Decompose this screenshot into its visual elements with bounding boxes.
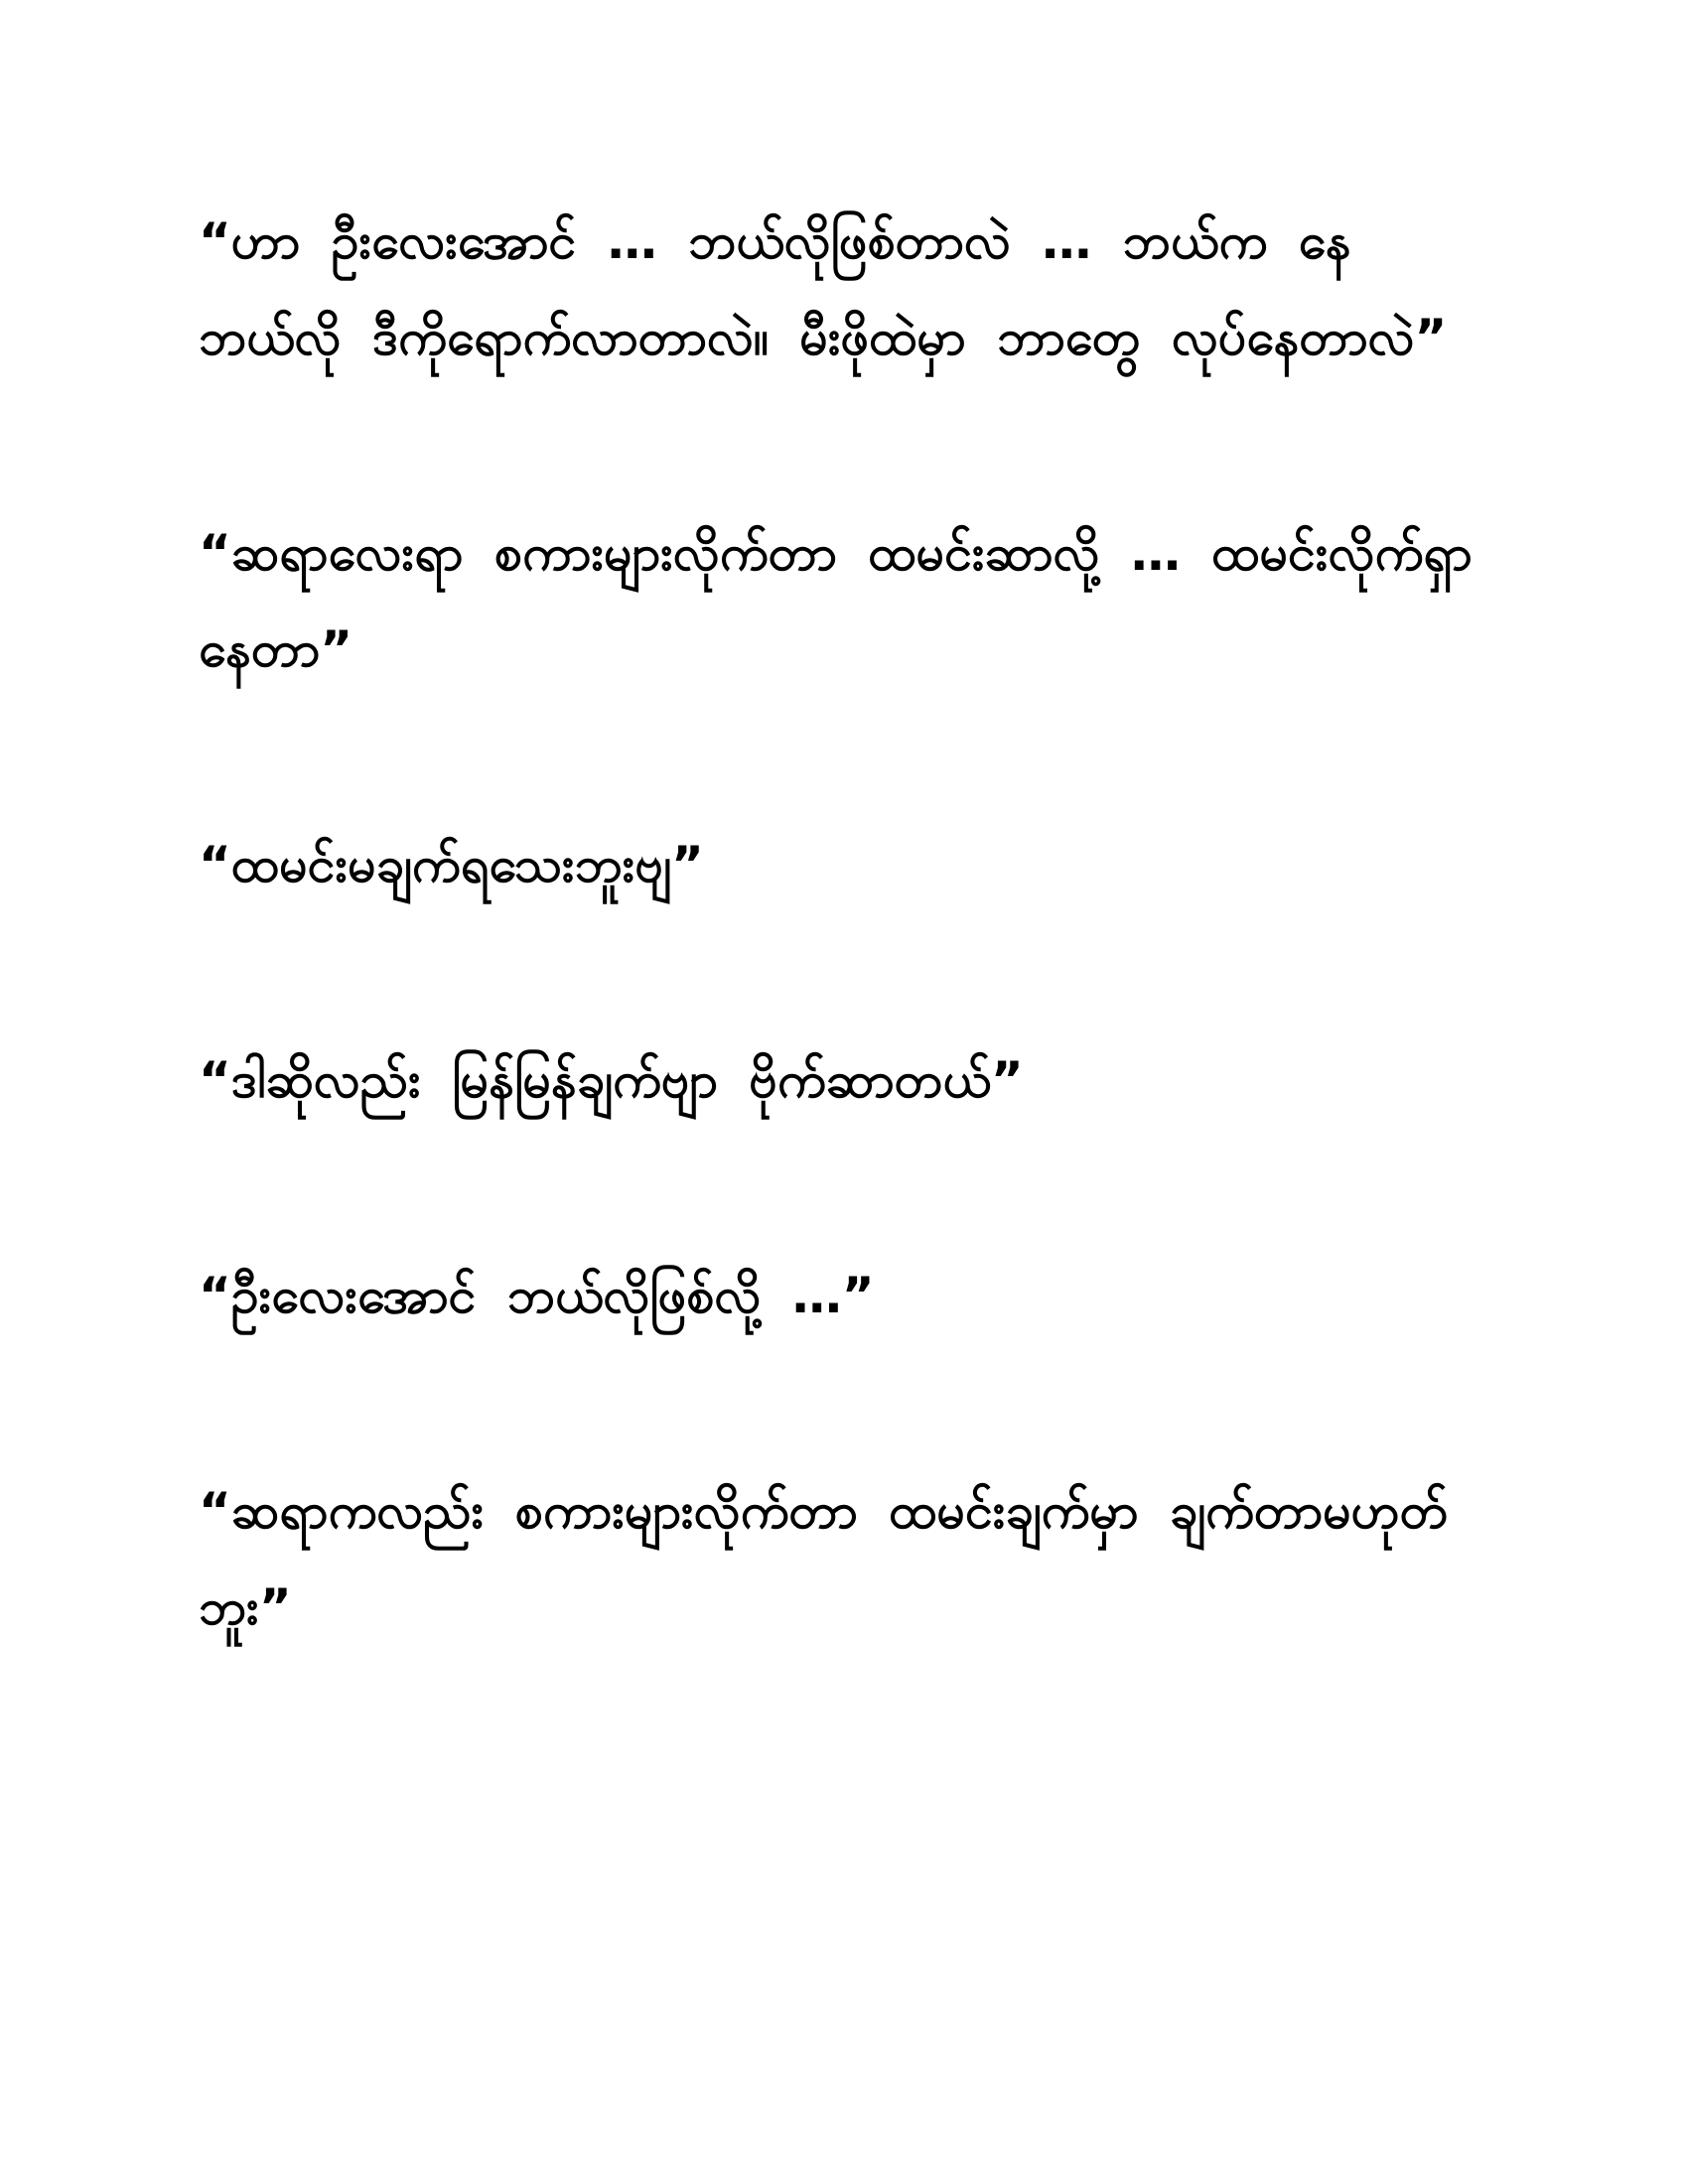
dialogue-paragraph-3: “ထမင်းမချက်ရသေးဘူးဗျ”	[199, 836, 704, 893]
dialogue-paragraph-6: “ဆရာကလည်း စကားများလိုက်တာ ထမင်းချက်မှာ ချက်တာမဟုတ်ဘူး”	[199, 1482, 1449, 1636]
dialogue-paragraph-5: “ဦးလေးအောင် ဘယ်လိုဖြစ်လို့ …”	[199, 1267, 875, 1324]
dialogue-paragraph-1: “ဟာ ဦးလေးအောင် … ဘယ်လိုဖြစ်တာလဲ … ဘယ်က နေ ဘယ်လို ဒီကိုရောက်လာတာလဲ။ မီးဖိုထဲမှာ ဘာတွေ လုပ်နေတာလဲ”	[199, 212, 1448, 366]
dialogue-paragraph-2: “ဆရာလေးရာ စကားများလိုက်တာ ထမင်းဆာလို့ … ထမင်းလိုက်ရှာနေတာ”	[199, 524, 1473, 678]
dialogue-text	[199, 194, 1489, 1656]
dialogue-paragraph-4: “ဒါဆိုလည်း မြန်မြန်ချက်ဗျာ ဗိုက်ဆာတယ်”	[199, 1051, 1024, 1109]
